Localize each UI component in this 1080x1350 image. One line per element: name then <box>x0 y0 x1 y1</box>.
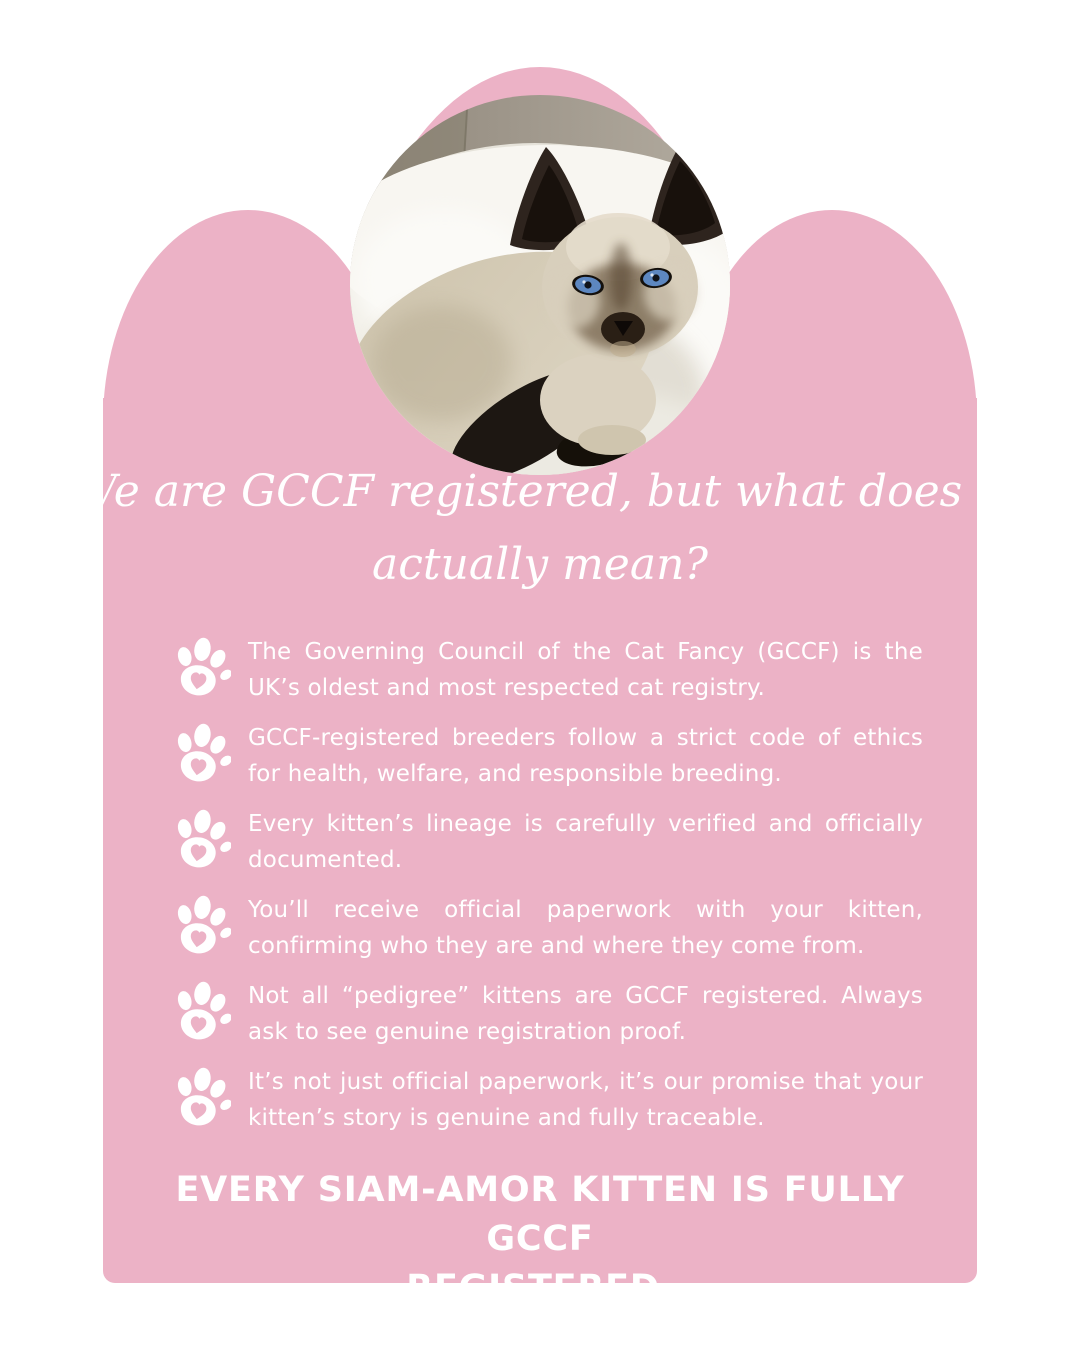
paw-heart-icon <box>171 636 231 700</box>
list-item-text: GCCF-registered breeders follow a strict code of ethics for health, welfare, and responsible breeding. <box>248 725 923 787</box>
paw-heart-icon <box>171 980 231 1044</box>
kitten-photo <box>350 95 730 475</box>
list-item <box>171 720 923 792</box>
paw-heart-icon <box>171 1066 231 1130</box>
list-item <box>171 1064 923 1136</box>
heading-line-1: We are GCCF registered, but what does it <box>72 466 1008 517</box>
list-item-text: It’s not just official paperwork, it’s our promise that your kitten’s story is genuine and fully traceable. <box>248 1069 923 1131</box>
footer-line-1: EVERY SIAM-AMOR KITTEN IS FULLY GCCF <box>175 1170 905 1259</box>
paw-heart-icon <box>171 722 231 786</box>
heading-line-2: actually mean? <box>371 539 709 590</box>
list-item-text: The Governing Council of the Cat Fancy (GCCF) is the UK’s oldest and most respected cat registry. <box>248 639 923 701</box>
list-item-text: You’ll receive official paperwork with your kitten, confirming who they are and where they come from. <box>248 897 923 959</box>
list-item <box>171 806 923 878</box>
list-item-text: Every kitten’s lineage is carefully verified and officially documented. <box>248 811 923 873</box>
footer-line-2: REGISTERED. <box>406 1268 674 1308</box>
list-item <box>171 978 923 1050</box>
list-item <box>171 892 923 964</box>
footer-statement <box>140 1166 940 1313</box>
list-item <box>171 634 923 706</box>
bullet-list <box>171 634 923 1150</box>
heading <box>0 455 1080 601</box>
paw-heart-icon <box>171 808 231 872</box>
paw-heart-icon <box>171 894 231 958</box>
list-item-text: Not all “pedigree” kittens are GCCF registered. Always ask to see genuine registration proof. <box>248 983 923 1045</box>
